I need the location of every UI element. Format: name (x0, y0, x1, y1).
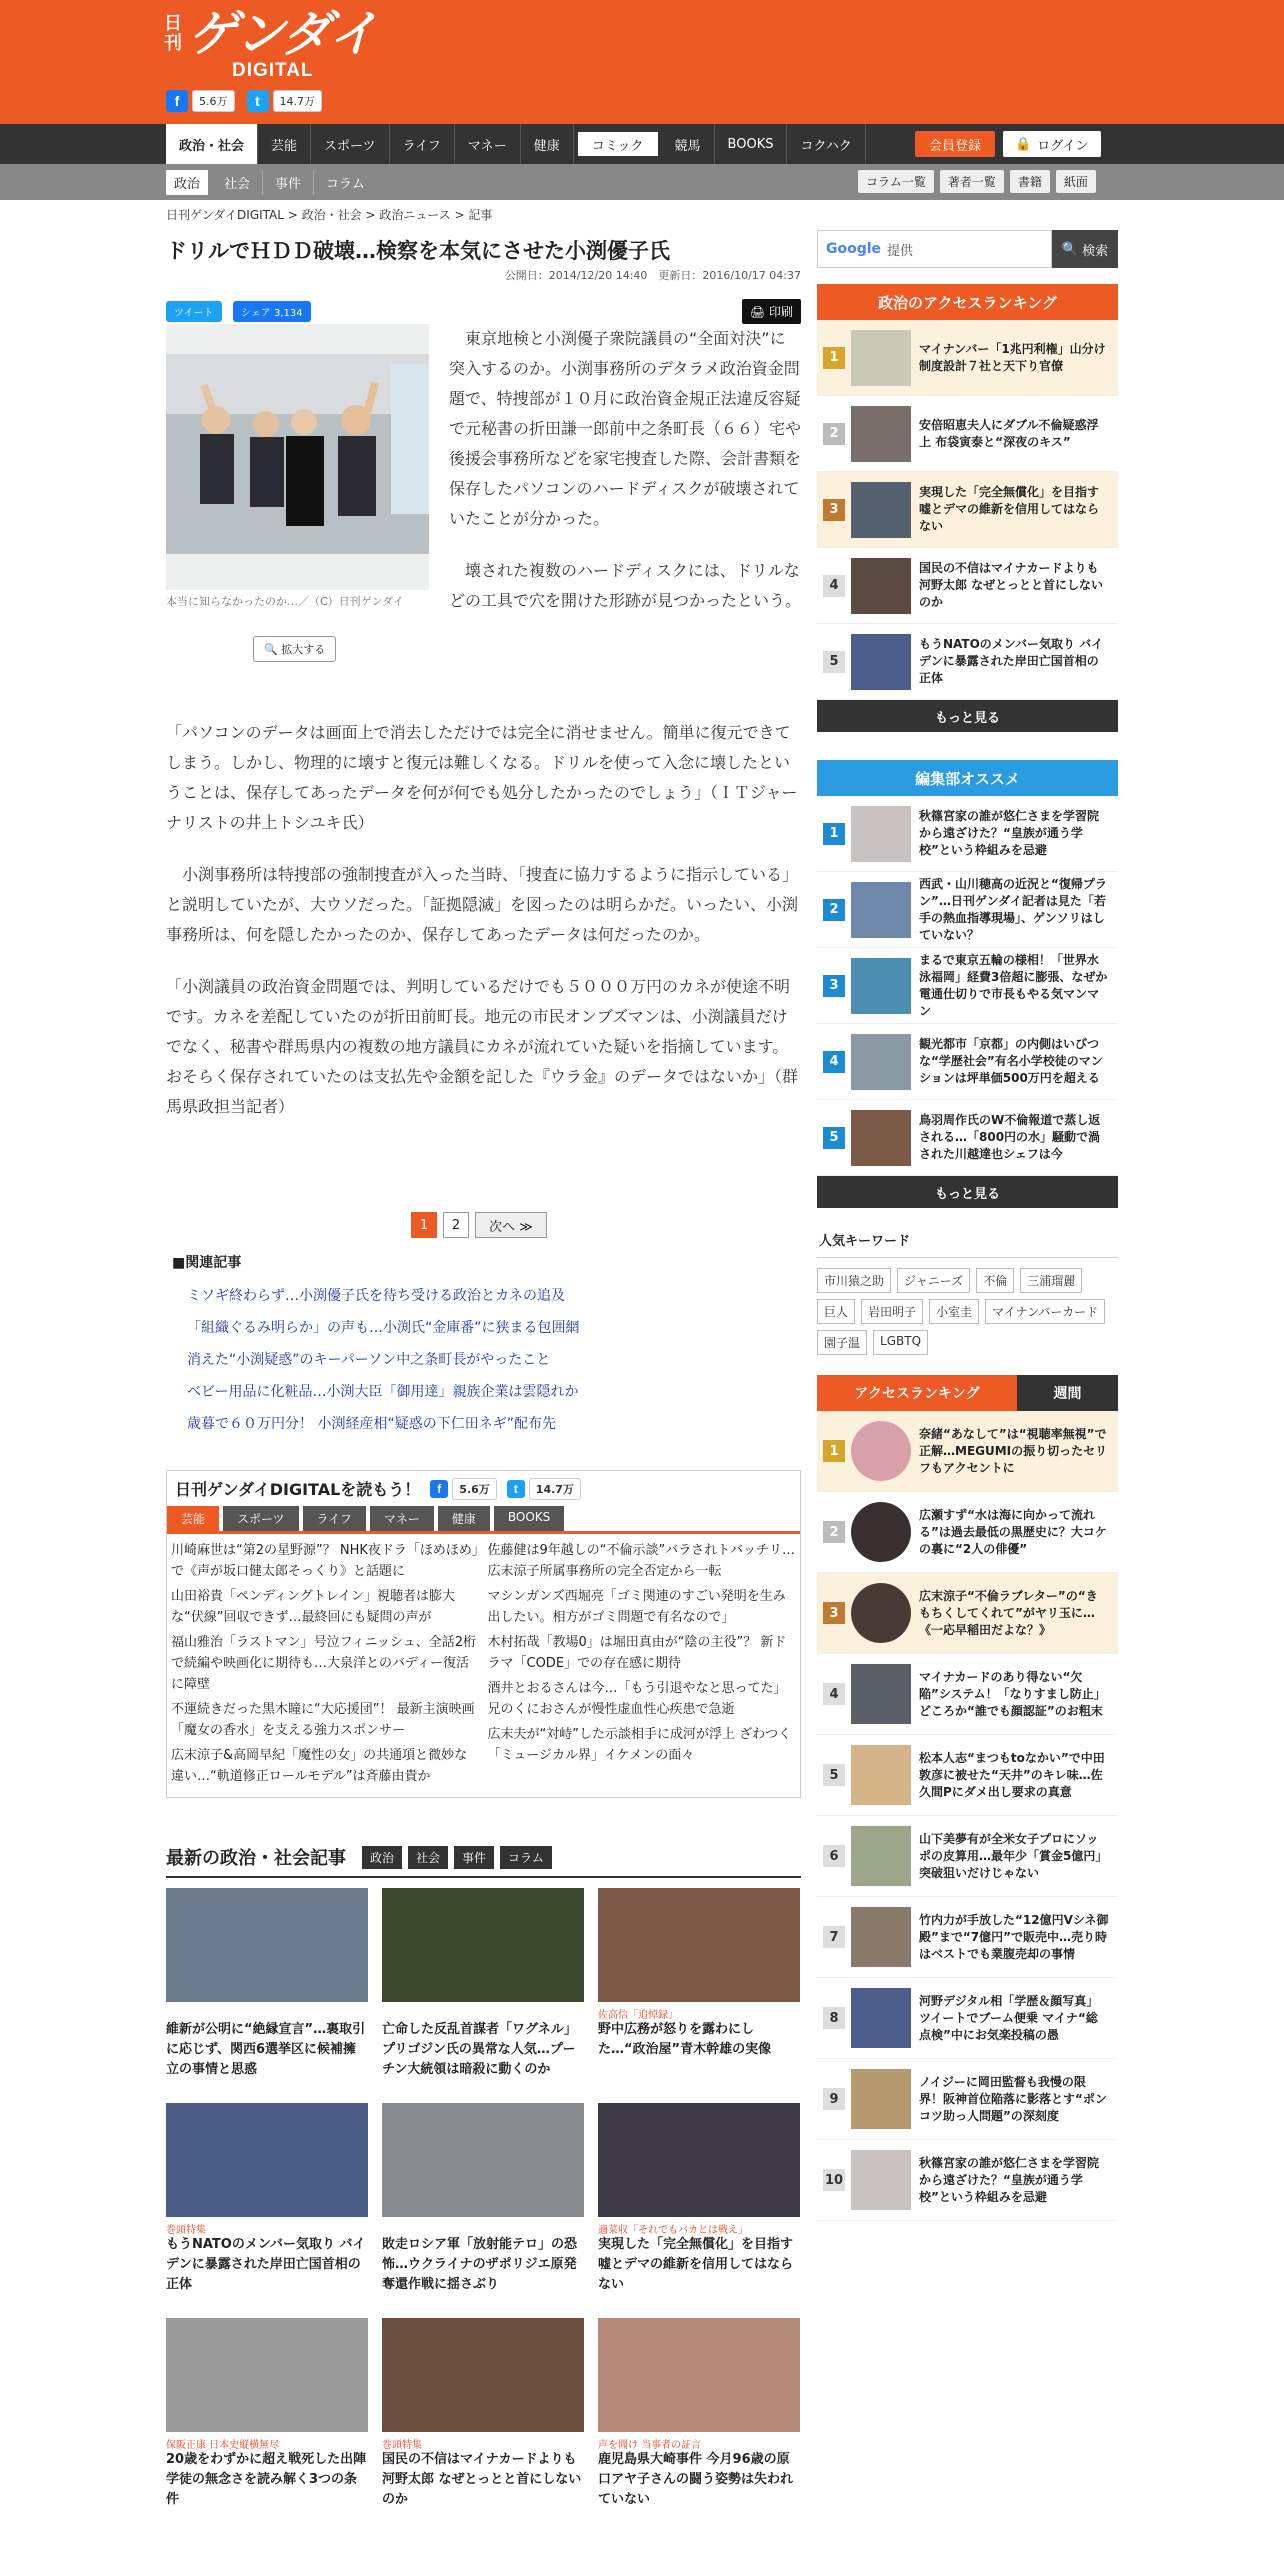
print-label: 印刷 (768, 305, 793, 319)
rank-number: 2 (823, 1521, 845, 1543)
facebook-icon: f (430, 1480, 448, 1498)
article-lead (449, 324, 801, 638)
article-card[interactable] (598, 2318, 800, 2533)
logo-kanji: 日刊 (164, 13, 182, 54)
recommend-title: 編集部オススメ (817, 760, 1118, 796)
rank-title: まるで東京五輪の様相！「世界水泳福岡」経費3倍超に膨張、なぜか電通仕切りで市長もやる気マンマン (919, 952, 1108, 1018)
recommend-item[interactable] (817, 1024, 1118, 1100)
readbox-title: 日刊ゲンダイDIGITALを読もう！ (175, 1480, 421, 1499)
related-link[interactable]: 「組織ぐるみ明らか」の声も…小渕氏“金庫番”に狭まる包囲網 (187, 1320, 580, 1336)
access-ranking-weekly-tab[interactable]: 週間 (1017, 1375, 1118, 1411)
rank-thumbnail (851, 406, 911, 462)
keyword-tag[interactable]: 岩田明子 (861, 1299, 923, 1324)
popular-keywords (817, 1222, 1118, 1355)
rank-number: 4 (823, 1051, 845, 1073)
related-link[interactable]: 歳暮で６０万円分！ 小渕経産相“疑惑の下仁田ネギ”配布先 (187, 1416, 556, 1432)
access-item[interactable] (817, 1573, 1118, 1654)
rank-thumbnail (851, 1034, 911, 1090)
google-logo: Google (826, 241, 882, 257)
readbox-tab[interactable]: BOOKS (494, 1506, 564, 1531)
article-card[interactable] (382, 2318, 584, 2533)
readbox-link[interactable]: 不運続きだった黒木瞳に“大応援団”！ 最新主演映画「魔女の香水」を支える強力スポンサー (171, 1702, 475, 1738)
card-title: 維新が公明に“絶縁宣言”…裏取引に応じず、関西6選挙区に候補擁立の事情と思惑 (166, 2022, 366, 2077)
card-tag (382, 2006, 584, 2018)
rank-thumbnail (851, 558, 911, 614)
readbox-fb-count: 5.6万 (452, 1478, 497, 1500)
card-title: 野中広務が怒りを露わにした…“政治屋”青木幹雄の実像 (598, 2022, 772, 2057)
keyword-tag[interactable]: 不倫 (976, 1268, 1014, 1293)
rank-number: 5 (823, 1764, 845, 1786)
ranking-item[interactable] (817, 320, 1118, 396)
rank-title: 国民の不信はマイナカードよりも河野太郎 なぜとっとと首にしないのか (919, 561, 1103, 609)
article-card[interactable] (166, 2318, 368, 2533)
nav-books[interactable]: BOOKS (715, 124, 788, 164)
card-title: 鹿児島県大崎事件 今月96歳の原口アヤ子さんの闘う姿勢は失われていない (598, 2452, 794, 2507)
related-link[interactable]: ミソギ終わらず…小渕優子氏を待ち受ける政治とカネの追及 (187, 1288, 565, 1304)
nav-life[interactable]: ライフ (390, 124, 455, 164)
article-card[interactable] (166, 2103, 368, 2318)
access-item[interactable] (817, 2140, 1118, 2221)
readbox-link[interactable]: 川崎麻世は“第2の星野源”？ NHK夜ドラ「ほめほめ」で《声が坂口健太郎そっくり》と話題に (171, 1543, 479, 1579)
lock-icon: 🔒 (1015, 136, 1032, 152)
nav-politics[interactable]: 政治・社会 (166, 124, 258, 164)
card-thumbnail (166, 2103, 368, 2217)
page-2[interactable]: 2 (443, 1212, 469, 1238)
author-list-button[interactable]: 著者一覧 (940, 170, 1004, 193)
site-header (0, 0, 1284, 124)
keyword-tag[interactable]: ジャニーズ (897, 1268, 970, 1293)
card-tag: 巻頭特集 (166, 2225, 206, 2236)
rank-title: もうNATOのメンバー気取り バイデンに暴露された岸田亡国首相の正体 (919, 637, 1104, 685)
photo-caption: 本当に知らなかったのか…／（C）日刊ゲンダイ (166, 595, 404, 608)
rank-thumbnail (851, 1907, 911, 1967)
nav-health[interactable]: 健康 (521, 124, 574, 164)
readbox-tab[interactable]: スポーツ (223, 1506, 299, 1531)
search-icon: 🔍 (1061, 241, 1079, 257)
card-thumbnail (382, 2103, 584, 2217)
rank-thumbnail (851, 2069, 911, 2129)
article-card[interactable] (166, 1888, 368, 2103)
rank-thumbnail (851, 1110, 911, 1166)
readbox-tab[interactable]: ライフ (303, 1506, 366, 1531)
keywords-title: 人気キーワード (817, 1222, 1118, 1258)
read-more-box (166, 1470, 801, 1798)
rank-number: 5 (823, 651, 845, 673)
login-button[interactable] (1003, 131, 1101, 157)
article-dates: 公開日：2014/12/20 14:40 更新日：2016/10/17 04:37 (504, 269, 801, 282)
keyword-tag[interactable]: 市川猿之助 (817, 1268, 891, 1293)
card-thumbnail (598, 2318, 800, 2432)
readbox-twitter[interactable] (507, 1478, 581, 1500)
latest-tag[interactable]: 政治 (362, 1846, 402, 1869)
keyword-tag[interactable]: 巨人 (817, 1299, 855, 1324)
rank-number: 8 (823, 2007, 845, 2029)
nav-sports[interactable]: スポーツ (311, 124, 389, 164)
rank-thumbnail (851, 1988, 911, 2048)
readbox-link[interactable]: マシンガンズ西堀亮「ゴミ関連のすごい発明を生み出したい。相方がゴミ問題で有名なので」 (487, 1589, 786, 1625)
rank-thumbnail (851, 1502, 911, 1562)
search-input[interactable] (817, 230, 1052, 268)
readbox-link[interactable]: 酒井とおるさんは今…「もう引退やなと思ってた」兄のくにおさんが慢性虚血性心疾患で急逝 (487, 1681, 787, 1717)
rank-number: 3 (823, 975, 845, 997)
rank-number: 1 (823, 347, 845, 369)
login-label: ログイン (1037, 138, 1089, 154)
card-thumbnail (598, 2103, 800, 2217)
ranking-item[interactable] (817, 472, 1118, 548)
readbox-link[interactable]: 広末涼子&高岡早紀「魔性の女」の共通項と微妙な違い…“軌道修正ロールモデル”は斉藤由貴か (171, 1748, 468, 1784)
nav-entertainment[interactable]: 芸能 (258, 124, 311, 164)
readbox-facebook[interactable] (430, 1478, 497, 1500)
card-tag (166, 2006, 368, 2018)
access-item[interactable] (817, 1492, 1118, 1573)
rank-title: 竹内力が手放した“12億円Vシネ御殿”まで“7億円”で販売中…売り時はベストでも業腹売却の事情 (919, 1912, 1109, 1961)
latest-title: 最新の政治・社会記事 (166, 1848, 346, 1869)
rank-title: 秋篠宮家の誰が悠仁さまを学習院から遠ざけた？“皇族が通う学校”という枠組みを忌避 (919, 809, 1100, 857)
access-item[interactable] (817, 1897, 1118, 1978)
latest-tag[interactable]: 事件 (454, 1846, 494, 1869)
keyword-tag[interactable]: LGBTQ (873, 1330, 928, 1355)
keyword-tag[interactable]: 三浦瑠麗 (1020, 1268, 1082, 1293)
article-main (166, 200, 802, 2507)
facebook-follow[interactable] (166, 90, 235, 112)
register-button[interactable]: 会員登録 (915, 131, 995, 157)
rank-thumbnail (851, 882, 911, 938)
latest-tag[interactable]: 社会 (408, 1846, 448, 1869)
twitter-icon: t (507, 1480, 525, 1498)
rank-thumbnail (851, 958, 911, 1014)
article-card[interactable] (598, 2103, 800, 2318)
rank-number: 7 (823, 1926, 845, 1948)
paper-button[interactable]: 紙面 (1056, 170, 1096, 193)
article-photo[interactable] (166, 324, 429, 590)
tweet-button[interactable]: ツイート (166, 301, 222, 322)
rank-thumbnail (851, 1421, 911, 1481)
latest-tag[interactable]: コラム (500, 1846, 552, 1869)
rank-title: 鳥羽周作氏のW不倫報道で蒸し返される…「800円の水」騒動で渦された川越達也シェフは今 (919, 1113, 1101, 1161)
card-title: 亡命した反乱首謀者「ワグネル」プリゴジン氏の異常な人気…プーチン大統領は暗殺に動くのか (382, 2022, 577, 2077)
recommend-item[interactable] (817, 948, 1118, 1024)
latest-articles (166, 1844, 801, 2533)
politics-ranking-title: 政治のアクセスランキング (817, 284, 1118, 320)
rank-number: 1 (823, 1440, 845, 1462)
rank-thumbnail (851, 1664, 911, 1724)
books-button[interactable]: 書籍 (1010, 170, 1050, 193)
twitter-icon: t (247, 90, 269, 112)
rank-number: 4 (823, 1683, 845, 1705)
rank-number: 1 (823, 823, 845, 845)
rank-title: マイナンバー「1兆円利権」山分け 制度設計７社と天下り官僚 (919, 341, 1106, 373)
rank-thumbnail (851, 1745, 911, 1805)
main-nav (0, 124, 1284, 164)
logo-main: ゲンダイ (188, 4, 376, 63)
card-tag: 適菜収「それでもバカとは戦え」 (598, 2225, 748, 2236)
search-button-label: 検索 (1082, 243, 1109, 259)
rank-thumbnail (851, 1826, 911, 1886)
card-thumbnail (382, 2318, 584, 2432)
share-bar (166, 299, 801, 323)
access-item[interactable] (817, 1654, 1118, 1735)
access-item[interactable] (817, 1411, 1118, 1492)
ranking-item[interactable] (817, 548, 1118, 624)
search-bar (817, 230, 1118, 268)
rank-thumbnail (851, 634, 911, 690)
rank-number: 10 (823, 2169, 845, 2191)
card-title: 20歳をわずかに超え戦死した出陣学徒の無念さを読み解く3つの条件 (166, 2452, 367, 2507)
card-thumbnail (382, 1888, 584, 2002)
column-list-button[interactable]: コラム一覧 (858, 170, 934, 193)
print-button[interactable]: 🖨 印刷 (742, 299, 801, 324)
sub-nav (0, 164, 1284, 200)
breadcrumb[interactable]: 日刊ゲンダイDIGITAL > 政治・社会 > 政治ニュース > 記事 (166, 208, 493, 222)
readbox-tw-count: 14.7万 (529, 1478, 581, 1500)
rank-title: 広瀬すず“水は海に向かって流れる”は過去最低の黒歴史に？大コケの裏に“2人の俳優” (919, 1507, 1107, 1556)
rank-title: 西武・山川穂高の近況と“復帰プラン”…日刊ゲンダイ記者は見た「若手の熱血指導現場」、ゲンソリはしていない？ (919, 876, 1107, 942)
card-thumbnail (166, 2318, 368, 2432)
paragraph-3: 「パソコンのデータは画面上で消去しただけでは完全に消せません。簡単に復元できてしまう。しかし、物理的に壊すと復元は難しくなる。ドリルを使って入念に壊したということは、保存してあったデータを何が何でも処分したかったのでしょう」（ＩＴジャーナリストの井上トシユキ氏） (166, 723, 798, 832)
zoom-label: 拡大する (281, 643, 326, 656)
rank-title: 実現した「完全無償化」を目指す 嘘とデマの維新を信用してはならない (919, 485, 1100, 533)
card-tag: 声を聞け 当事者の証言 (598, 2440, 702, 2451)
article-card[interactable] (598, 1888, 800, 2103)
rank-number: 3 (823, 1602, 845, 1624)
rank-thumbnail (851, 806, 911, 862)
article-card[interactable] (382, 1888, 584, 2103)
paragraph-2: 壊された複数のハードディスクには、ドリルなどの工具で穴を開けた形跡が見つかったという。 (449, 561, 802, 610)
rank-title: 広末涼子“不倫ラブレター”の“きもちくしてくれて”がヤリ玉に…《一応早稲田だよな？》 (919, 1588, 1098, 1637)
recommend-item[interactable] (817, 872, 1118, 948)
rank-number: 6 (823, 1845, 845, 1867)
rank-title: 河野デジタル相「学歴＆顔写真」ツイートでブーム便乗 マイナ“総点検”中にお気楽投稿の愚 (919, 1993, 1099, 2042)
card-thumbnail (598, 1888, 800, 2002)
rank-thumbnail (851, 482, 911, 538)
card-tag: 保阪正康 日本史縦横無尽 (166, 2440, 280, 2451)
rank-number: 3 (823, 499, 845, 521)
card-thumbnail (166, 1888, 368, 2002)
subnav-politics[interactable]: 政治 (166, 170, 208, 195)
rank-thumbnail (851, 2150, 911, 2210)
keyword-tag[interactable]: 小室圭 (929, 1299, 979, 1324)
card-tag: 佐高信「追悼録」 (598, 2010, 678, 2021)
rank-title: 松本人志“まつもtoなかい”で中田敦彦に被せた“天井”のキレ味…佐久間Pにダメ出し要求の真意 (919, 1750, 1105, 1799)
sidebar (817, 230, 1118, 2221)
card-title: 国民の不信はマイナカードよりも河野太郎 なぜとっとと首にしないのか (382, 2452, 582, 2507)
logo-sub: DIGITAL (232, 60, 314, 81)
article-title: ドリルでＨＤＤ破壊…検察を本気にさせた小渕優子氏 (166, 239, 670, 263)
nav-comic[interactable]: コミック (578, 132, 658, 156)
paragraph-4: 小渕事務所は特捜部の強制捜査が入った当時、「捜査に協力するように指示している」と説明していたが、大ウソだった。「証拠隠滅」を図ったのは明らかだ。いったい、小渕事務所は、何を隠したかったのか、保存してあったデータは何だったのか。 (166, 865, 799, 944)
rank-title: 秋篠宮家の誰が悠仁さまを学習院から遠ざけた？“皇族が通う学校”という枠組みを忌避 (919, 2155, 1100, 2204)
readbox-tab[interactable]: 健康 (438, 1506, 490, 1531)
rank-number: 2 (823, 899, 845, 921)
site-logo[interactable] (164, 4, 376, 81)
readbox-link[interactable]: 福山雅治「ラストマン」号泣フィニッシュ、全話2桁で続編や映画化に期待も…大泉洋とのバディー復活に障壁 (171, 1635, 477, 1692)
rank-title: 観光都市「京都」の内側はいびつな“学歴社会”有名小学校徒のマンションは坪単価500万円を超える (919, 1037, 1103, 1085)
nav-money[interactable]: マネー (455, 124, 521, 164)
subnav-column[interactable]: コラム (326, 177, 365, 192)
facebook-count: 5.6万 (192, 90, 235, 112)
access-ranking-title: アクセスランキング (817, 1375, 1017, 1411)
keyword-tag[interactable]: マイナンバーカード (985, 1299, 1105, 1324)
twitter-count: 14.7万 (273, 90, 323, 112)
readbox-tab[interactable]: マネー (370, 1506, 434, 1531)
nav-keiba[interactable]: 競馬 (662, 124, 715, 164)
subnav-incident[interactable]: 事件 (263, 170, 314, 195)
card-tag (382, 2221, 584, 2233)
pagination (411, 1212, 547, 1238)
readbox-link[interactable]: 広末夫が“対峙”した示談相手に成河が浮上 ざわつく「ミュージカル界」イケメンの面々 (487, 1727, 792, 1763)
facebook-share-button[interactable]: シェア 3,134 (233, 301, 311, 322)
magnify-icon: 🔍 (264, 643, 278, 656)
recommend-item[interactable] (817, 1100, 1118, 1176)
rank-number: 9 (823, 2088, 845, 2110)
access-item[interactable] (817, 1978, 1118, 2059)
facebook-icon: f (166, 90, 188, 112)
related-link[interactable]: 消えた“小渕疑惑”のキーパーソン中之条町長がやったこと (187, 1352, 551, 1368)
rank-number: 5 (823, 1127, 845, 1149)
nav-kokuhaku[interactable]: コクハク (787, 124, 865, 164)
rank-title: マイナカードのあり得ない“欠陥”システム！「なりすまし防止」どころか“誰でも顔認証”のお粗末 (919, 1669, 1106, 1718)
next-page-button[interactable]: 次へ ≫ (475, 1212, 547, 1238)
recommend-more-button[interactable]: もっと見る (817, 1176, 1118, 1208)
keyword-tag[interactable]: 園子温 (817, 1330, 867, 1355)
article-body (166, 718, 801, 1144)
article-card[interactable] (382, 2103, 584, 2318)
readbox-tab[interactable]: 芸能 (167, 1506, 219, 1531)
paragraph-5: 「小渕議員の政治資金問題では、判明しているだけでも５０００万円のカネが使途不明です。カネを差配していたのが折田前町長。地元の市民オンブズマンは、小渕議員だけでなく、秘書や群馬県内の複数の地方議員にカネが流れていた疑いを指摘しています。おそらく保存されていたのは支払先や金額を記した『ウラ金』のデータではないか」（群馬県政担当記者） (166, 977, 799, 1116)
rank-title: 山下美夢有が全米女子プロにソッポの皮算用…最年少「賞金5億円」突破狙いだけじゃない (919, 1831, 1108, 1880)
readbox-link[interactable]: 木村拓哉「教場0」は堀田真由が“陰の主役”？ 新ドラマ「CODE」での存在感に期待 (487, 1635, 787, 1671)
ranking-more-button[interactable]: もっと見る (817, 700, 1118, 732)
access-ranking-header (817, 1375, 1118, 1411)
card-title: 実現した「完全無償化」を目指す 嘘とデマの維新を信用してはならない (598, 2237, 794, 2292)
twitter-follow[interactable] (247, 90, 323, 112)
related-articles (172, 1252, 792, 1440)
access-item[interactable] (817, 1816, 1118, 1897)
card-title: もうNATOのメンバー気取り バイデンに暴露された岸田亡国首相の正体 (166, 2237, 366, 2292)
rank-thumbnail (851, 1583, 911, 1643)
rank-title: 安倍昭恵夫人にダブル不倫疑惑浮上 布袋寅泰と“深夜のキス” (919, 417, 1099, 449)
readbox-link[interactable]: 山田裕貴「ペンディングトレイン」視聴者は膨大な“伏線”回収できず…最終回にも疑問の声が (171, 1589, 456, 1625)
subnav-society[interactable]: 社会 (212, 170, 263, 195)
header-social (166, 90, 322, 112)
zoom-button[interactable] (253, 636, 336, 662)
search-provided-label: 提供 (887, 243, 914, 259)
access-item[interactable] (817, 1735, 1118, 1816)
rank-title: 奈緒“あなして”は“視聴率無視”で正解…MEGUMIの振り切ったセリフもアクセントに (919, 1426, 1108, 1475)
recommend-item[interactable] (817, 796, 1118, 872)
card-title: 敗走ロシア軍「放射能テロ」の恐怖…ウクライナのザポリジエ原発奪還作戦に揺さぶり (382, 2237, 578, 2292)
search-button[interactable] (1052, 230, 1118, 268)
paragraph-1: 東京地検と小渕優子衆院議員の“全面対決”に突入するのか。小渕事務所のデタラメ政治資金問題で、特捜部が１０月に政治資金規正法違反容疑で元秘書の折田謙一郎前中之条町長（６６）宅や後援会事務所などを家宅捜査した際、会計書類を保存したパソコンのハードディスクが破壊されていたことが分かった。 (449, 329, 802, 528)
rank-title: ノイジーに岡田監督も我慢の限界！阪神首位陥落に影落とす“ポンコツ助っ人問題”の深刻度 (919, 2074, 1107, 2123)
related-link[interactable]: ベビー用品に化粧品…小渕大臣「御用達」親族企業は雲隠れか (187, 1384, 579, 1400)
ranking-item[interactable] (817, 396, 1118, 472)
card-tag: 巻頭特集 (382, 2440, 422, 2451)
rank-thumbnail (851, 330, 911, 386)
ranking-item[interactable] (817, 624, 1118, 700)
access-item[interactable] (817, 2059, 1118, 2140)
rank-number: 4 (823, 575, 845, 597)
rank-number: 2 (823, 423, 845, 445)
related-heading: ■関連記事 (172, 1255, 242, 1271)
page-1[interactable]: 1 (411, 1212, 437, 1238)
readbox-link[interactable]: 佐藤健は9年越しの“不倫示談”バラされトバッチリ…広末涼子所属事務所の完全否定から一転 (487, 1543, 795, 1579)
